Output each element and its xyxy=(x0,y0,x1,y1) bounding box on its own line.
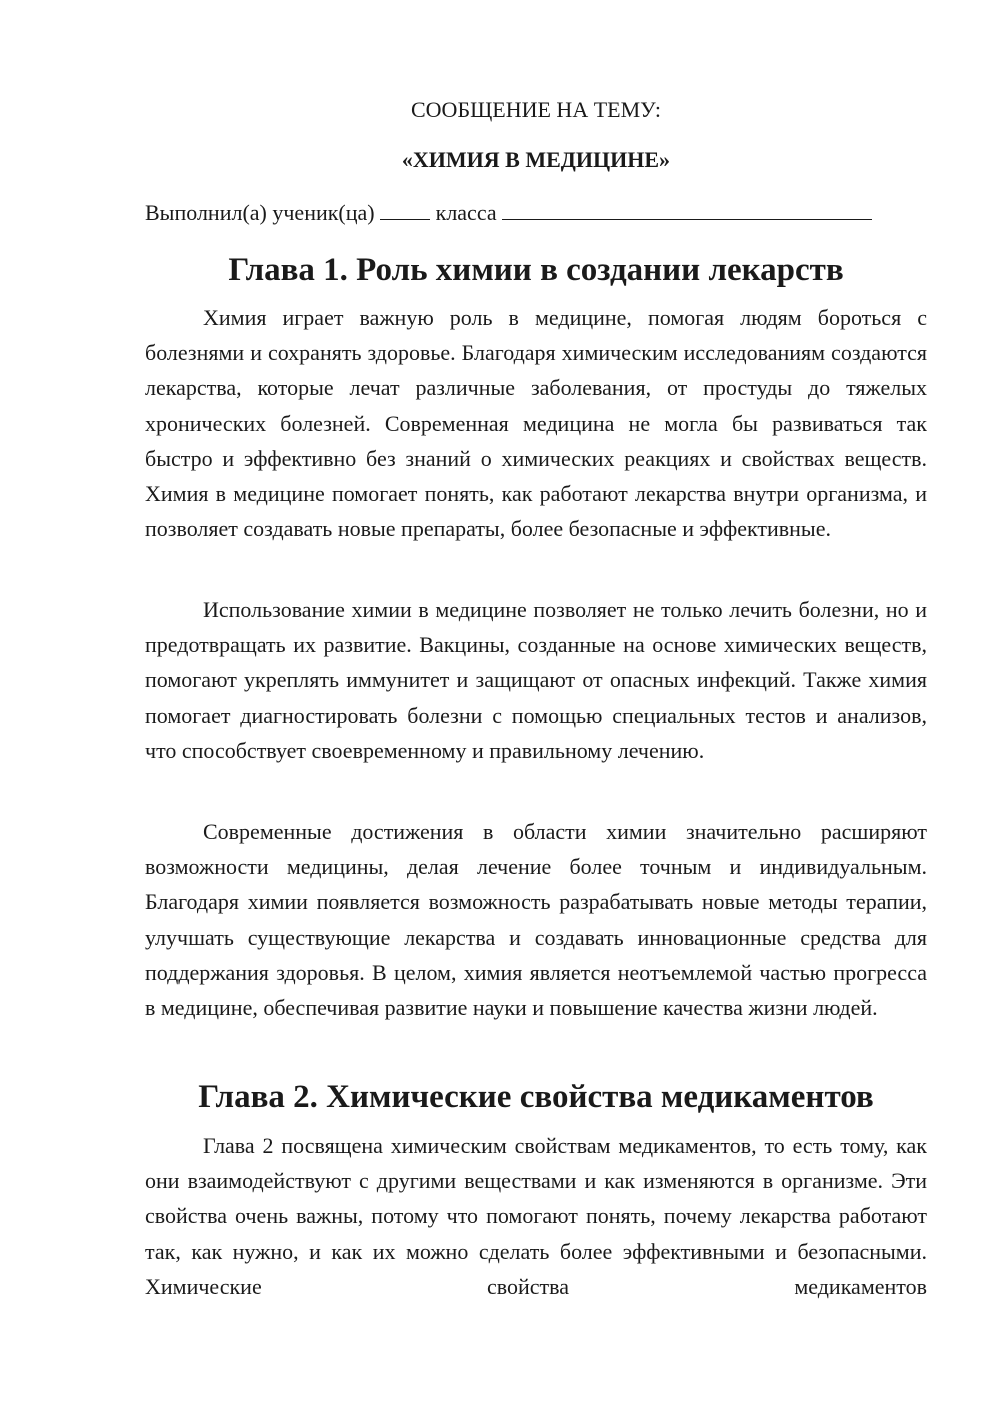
author-class-word: класса xyxy=(435,200,497,225)
chapter-1-paragraph: Химия играет важную роль в медицине, помогая людям бороться с болезнями и сохранять здоровье. Благодаря химическим исследованиям создаются лекарства, которые лечат различные заболевания, от простуды до тяжелых хронических болезней. Современная медицина не могла бы развиваться так быстро и эффективно без знаний о химических реакциях и свойствах веществ. Химия в медицине помогает понять, как работают лекарства внутри организма, и позволяет создавать новые препараты, более безопасные и эффективные. xyxy=(145,305,927,542)
document-title-topic: СООБЩЕНИЕ НА ТЕМУ: xyxy=(411,97,661,122)
author-prefix: Выполнил(а) ученик(ца) xyxy=(145,200,375,225)
chapter-2-heading: Глава 2. Химические свойства медикаментов xyxy=(198,1079,874,1115)
chapter-1-heading: Глава 1. Роль химии в создании лекарств xyxy=(228,252,844,288)
chapter-1-paragraph: Использование химии в медицине позволяет не только лечить болезни, но и предотвращать их развитие. Вакцины, созданные на основе химических веществ, помогают укреплять иммунитет и защищают от опасных инфекций. Также химия помогает диагностировать болезни с помощью специальных тестов и анализов, что способствует своевременному и правильному лечению. xyxy=(145,597,927,763)
chapter-1-paragraph: Современные достижения в области химии значительно расширяют возможности медицины, делая лечение более точным и индивидуальным. Благодаря химии появляется возможность разрабатывать новые методы терапии, улучшать существующие лекарства и создавать инновационные средства для поддержания здоровья. В целом, химия является неотъемлемой частью прогресса в медицине, обеспечивая развитие науки и повышение качества жизни людей. xyxy=(145,819,927,1021)
student-name-blank xyxy=(502,199,872,220)
document-title-subject: «ХИМИЯ В МЕДИЦИНЕ» xyxy=(401,147,671,172)
author-line xyxy=(145,198,945,228)
class-number-blank xyxy=(380,199,430,220)
chapter-2-paragraph: Глава 2 посвящена химическим свойствам медикаментов, то есть тому, как они взаимодействуют с другими веществами и как изменяются в организме. Эти свойства очень важны, потому что помогают понять, почему лекарства работают так, как нужно, и как их можно сделать более эффективными и безопасными. Химические свойства медикаментов xyxy=(145,1133,927,1299)
